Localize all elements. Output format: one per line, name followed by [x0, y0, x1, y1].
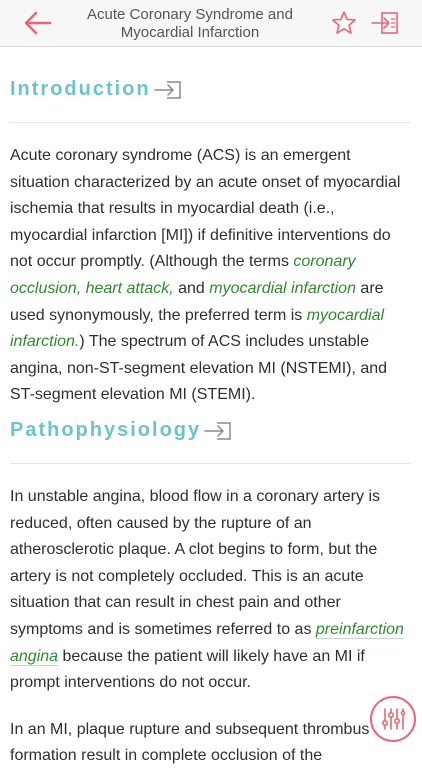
toc-enter-icon: [370, 10, 400, 36]
paragraph-text: In unstable angina, blood flow in a coronary artery is reduced, often caused by the rupture of an atherosclerotic plaque. A clot begins to form, but the artery is not completely occluded. This is an acute situation that can result in chest pain and other symptoms and is sometimes referred to as: [10, 487, 380, 638]
paragraph-text: because the patient will likely have an MI if prompt interventions do not occur.: [10, 647, 365, 692]
section-link-button[interactable]: [203, 420, 233, 442]
section-header-introduction: [10, 76, 410, 123]
page-title-line-2: Myocardial Infarction: [120, 24, 260, 41]
favorite-button[interactable]: [331, 10, 357, 36]
section-title-pathophysiology: [10, 417, 233, 443]
paragraph-introduction: [10, 143, 410, 409]
paragraph-text: are used synonymously, the preferred term is: [10, 279, 384, 324]
term-myocardial-infarction-preferred[interactable]: myocardial infarction.: [10, 306, 385, 351]
page-title: [70, 6, 310, 42]
section-link-icon: [153, 79, 183, 101]
section-title-introduction: [10, 76, 183, 102]
article-content: [10, 46, 410, 770]
top-bar: [0, 0, 422, 47]
paragraph-pathophysiology-2: [10, 717, 410, 770]
section-link-button[interactable]: [153, 79, 183, 101]
paragraph-text: and: [173, 279, 210, 297]
section-link-icon: [203, 420, 233, 442]
sliders-icon: [381, 707, 405, 731]
section-header-pathophysiology: [10, 417, 410, 464]
paragraph-pathophysiology-1: [10, 484, 410, 697]
paragraph-text: ) The spectrum of ACS includes unstable angina, non-ST-segment elevation MI (NSTEMI), and ST-segment elevation MI (STEMI).: [10, 333, 388, 404]
term-preinfarction-angina[interactable]: preinfarction angina: [10, 620, 404, 665]
section-title-text: Pathophysiology: [10, 418, 202, 441]
page-title-line-1: Acute Coronary Syndrome and: [87, 6, 293, 23]
term-myocardial-infarction[interactable]: myocardial infarction: [209, 279, 356, 297]
section-title-text: Introduction: [10, 78, 151, 100]
star-icon: [331, 10, 357, 36]
settings-fab-button[interactable]: [370, 696, 416, 742]
paragraph-text: In an MI, plaque rupture and subsequent thrombus formation result in complete occlusion of the: [10, 720, 370, 765]
term-coronary-occlusion[interactable]: coronary occlusion, heart attack,: [10, 253, 356, 297]
back-button[interactable]: [24, 10, 52, 36]
back-arrow-icon: [24, 10, 52, 36]
paragraph-text: Acute coronary syndrome (ACS) is an emergent situation characterized by an acute onset of myocardial ischemia that results in myocardial death (i.e., myocardial infarction [MI]) if definitive interventions do not occur promptly. (Although the terms: [10, 147, 401, 271]
toc-button[interactable]: [370, 10, 400, 36]
